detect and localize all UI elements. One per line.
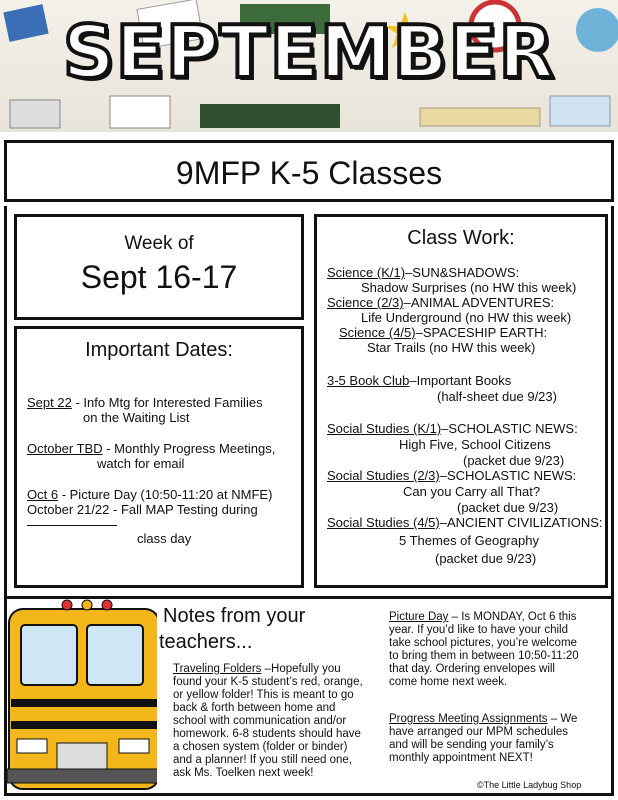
folders-note-line-7: and a planner! If you still need one,	[173, 754, 353, 766]
classwork-social-k1	[327, 421, 578, 436]
classwork-social-45-link: Social Studies (4/5)	[327, 515, 440, 530]
progress-meeting-line-3: monthly appointment NEXT!	[389, 752, 533, 764]
folders-note-line-1: found your K-5 student’s red, orange,	[173, 676, 363, 688]
date-item-1-link: Sept 22	[27, 395, 72, 410]
date-item-3	[27, 487, 272, 502]
picture-day-line-3: to bring them in between 10:50-11:20	[389, 650, 579, 662]
notes-box	[4, 596, 614, 796]
classwork-science-45-link: Science (4/5)	[339, 325, 416, 340]
progress-meeting-line-2: and will be sending your family’s	[389, 739, 554, 751]
classwork-social-45-due: (packet due 9/23)	[435, 551, 537, 566]
picture-day-line-5: come home next week.	[389, 676, 508, 688]
date-item-4-text2: class day	[137, 531, 192, 546]
folders-note-link: Traveling Folders	[173, 663, 262, 675]
date-item-2	[27, 441, 275, 456]
classwork-science-23-text: –ANIMAL ADVENTURES:	[403, 295, 555, 310]
date-item-1-text: - Info Mtg for Interested Families	[71, 395, 263, 410]
classwork-book-club-link: 3-5 Book Club	[327, 373, 410, 388]
date-item-1	[27, 395, 263, 410]
classwork-social-k1-detail: High Five, School Citizens	[399, 437, 551, 452]
classwork-social-45-text: –ANCIENT CIVILIZATIONS:	[439, 515, 603, 530]
date-item-2-link: October TBD	[27, 441, 103, 456]
classwork-book-club-text: –Important Books	[409, 373, 512, 388]
classwork-social-k1-link: Social Studies (K/1)	[327, 421, 442, 436]
folders-note-line-4: school with communication and/or	[173, 715, 347, 727]
credit-text: ©The Little Ladybug Shop	[477, 780, 582, 790]
picture-day-link: Picture Day	[389, 611, 449, 623]
divider	[27, 525, 117, 526]
classwork-box	[314, 214, 608, 588]
week-dates: Sept 16-17	[80, 259, 238, 295]
classwork-science-23-link: Science (2/3)	[327, 295, 404, 310]
classwork-social-23-detail: Can you Carry all That?	[403, 484, 541, 499]
progress-meeting-link: Progress Meeting Assignments	[389, 713, 548, 725]
classwork-book-club-detail: (half-sheet due 9/23)	[437, 389, 557, 404]
date-item-3-text: - Picture Day (10:50-11:20 at NMFE)	[58, 487, 273, 502]
classwork-book-club	[327, 373, 511, 388]
notes-heading-2: teachers...	[159, 631, 253, 653]
class-banner	[4, 140, 614, 202]
header-banner	[0, 0, 618, 132]
week-label: Week of	[124, 233, 194, 254]
classwork-social-k1-due: (packet due 9/23)	[463, 453, 565, 468]
picture-day-line-4: that day. Ordering envelopes will	[389, 663, 555, 675]
important-dates-box	[14, 326, 304, 588]
classwork-social-23-text: –SCHOLASTIC NEWS:	[439, 468, 577, 483]
folders-note-line-8: ask Ms. Toelken next week!	[173, 767, 314, 779]
classwork-science-k1	[327, 265, 519, 280]
folders-note-line-5: homework. 6-8 students should have	[173, 728, 361, 740]
folders-note-line-6: a chosen system (folder or binder)	[173, 741, 348, 753]
progress-meeting-line-1: have arranged our MPM schedules	[389, 726, 568, 738]
date-item-3-link: Oct 6	[27, 487, 59, 502]
date-item-1-text2: on the Waiting List	[83, 410, 190, 425]
classwork-social-23	[327, 468, 576, 483]
date-item-2-text: - Monthly Progress Meetings,	[102, 441, 276, 456]
folders-note-line-2: or yellow folder! This is meant to go	[173, 689, 354, 701]
picture-day-line-2: take school pictures, you’re welcome	[389, 637, 577, 649]
month-title: SEPTEMBER	[62, 10, 556, 94]
classwork-science-45	[339, 325, 547, 340]
classwork-science-k1-detail: Shadow Surprises (no HW this week)	[361, 280, 577, 295]
classwork-science-23-detail: Life Underground (no HW this week)	[361, 310, 572, 325]
folders-note	[173, 663, 388, 780]
picture-day-note	[389, 611, 609, 689]
week-box	[14, 214, 304, 320]
folders-note-line-3: back & forth between home and	[173, 702, 336, 714]
school-bus-icon	[7, 599, 157, 793]
date-item-4: October 21/22 - Fall MAP Testing during	[27, 502, 258, 517]
picture-day-line-1: year. If you’d like to have your child	[389, 624, 568, 636]
banner-title: 9MFP K-5 Classes	[175, 155, 443, 191]
classwork-social-23-due: (packet due 9/23)	[457, 500, 559, 515]
dates-heading: Important Dates:	[85, 339, 233, 361]
folders-note-line-0: –Hopefully you	[261, 663, 341, 675]
classwork-social-23-link: Social Studies (2/3)	[327, 468, 440, 483]
classwork-science-k1-link: Science (K/1)	[327, 265, 406, 280]
progress-meeting-line-0: – We	[547, 713, 578, 725]
classwork-science-45-detail: Star Trails (no HW this week)	[367, 340, 536, 355]
notes-heading-1: Notes from your	[163, 605, 306, 627]
progress-meeting-note	[389, 713, 609, 765]
classwork-social-45-detail: 5 Themes of Geography	[399, 533, 539, 548]
classwork-science-23	[327, 295, 554, 310]
picture-day-line-0: – Is MONDAY, Oct 6 this	[448, 611, 577, 623]
classwork-social-45	[327, 515, 603, 530]
date-item-2-text2: watch for email	[97, 456, 185, 471]
classwork-heading: Class Work:	[407, 227, 515, 249]
classwork-social-k1-text: –SCHOLASTIC NEWS:	[441, 421, 578, 436]
classwork-science-k1-text: –SUN&SHADOWS:	[405, 265, 520, 280]
classwork-science-45-text: –SPACESHIP EARTH:	[415, 325, 548, 340]
